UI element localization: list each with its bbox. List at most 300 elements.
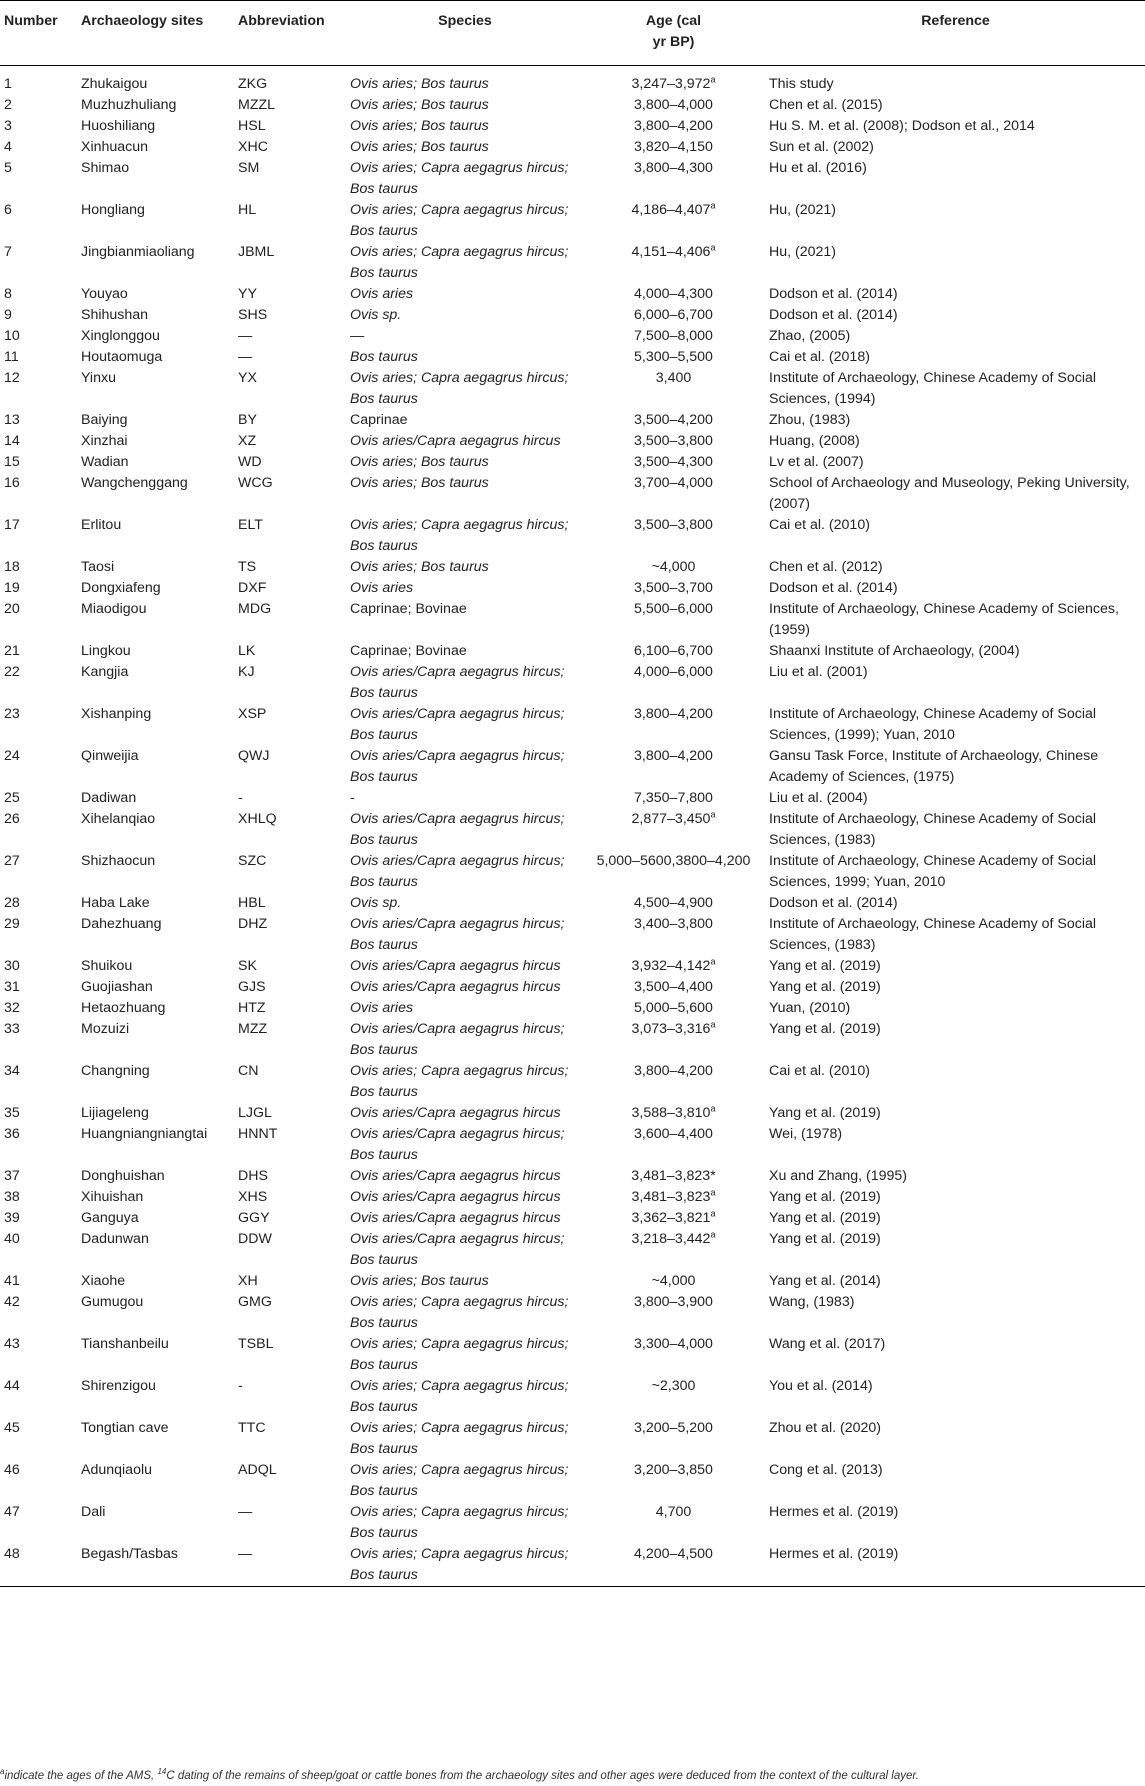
cell-age [581,1124,766,1166]
age-superscript: a [710,242,716,253]
cell-abbreviation: - [238,1378,243,1394]
cell-species-text: Ovis aries/Capra aegagrus hircus; Bos taurus [350,916,565,953]
cell-number: 32 [4,1000,20,1016]
cell-species [349,977,581,998]
cell-number: 4 [4,139,12,155]
cell-age [581,1292,766,1334]
cell-age [581,1208,766,1229]
age-value: 3,500–3,800 [634,433,713,449]
cell-species [349,893,581,914]
cell-reference: Yang et al. (2019) [769,979,881,995]
age-superscript: a [710,1208,716,1219]
cell-abbreviation: GJS [238,979,266,995]
cell-age [581,1334,766,1376]
cell-species [349,1166,581,1187]
cell-number: 15 [4,454,20,470]
cell-abbreviation: BY [238,412,257,428]
table-row [0,704,1145,746]
cell-abbreviation: XSP [238,706,267,722]
cell-number: 31 [4,979,20,995]
cell-site: Huangniangniangtai [81,1126,208,1142]
cell-number: 29 [4,916,20,932]
footnote-sup-14: 14 [157,1767,167,1777]
cell-species: Caprinae [350,412,408,428]
table-row [0,956,1145,977]
cell-site: Ganguya [81,1210,139,1226]
cell-number: 30 [4,958,20,974]
cell-species-text: Ovis aries; Capra aegagrus hircus; Bos taurus [350,1336,569,1373]
age-value: 3,300–4,000 [634,1336,713,1352]
table-row [0,116,1145,137]
cell-reference: Cai et al. (2010) [769,1063,870,1079]
cell-number: 24 [4,748,20,764]
cell-reference: Institute of Archaeology, Chinese Academy of Social Sciences, (1999); Yuan, 2010 [769,706,1097,743]
cell-site: Mozuizi [81,1021,130,1037]
cell-abbreviation: ZKG [238,76,268,92]
cell-species [349,746,581,788]
age-value: 7,500–8,000 [634,328,713,344]
age-value: 3,800–4,200 [634,1063,713,1079]
cell-reference: This study [769,76,834,92]
cell-abbreviation: LJGL [238,1105,272,1121]
table-row [0,641,1145,662]
cell-number: 27 [4,853,20,869]
cell-reference: Institute of Archaeology, Chinese Academy of Social Sciences, 1999; Yuan, 2010 [769,853,1097,890]
cell-number: 3 [4,118,12,134]
table-row [0,809,1145,851]
cell-site: Hetaozhuang [81,1000,166,1016]
cell-species-text: Ovis aries; Capra aegagrus hircus; Bos taurus [350,370,569,407]
cell-species [349,998,581,1019]
table-row [0,305,1145,326]
cell-abbreviation: XHS [238,1189,268,1205]
cell-species [349,809,581,851]
age-value: 3,800–3,900 [634,1294,713,1310]
cell-site: Xihelanqiao [81,811,156,827]
cell-reference: School of Archaeology and Museology, Peking University, (2007) [769,475,1130,512]
cell-number: 35 [4,1105,20,1121]
cell-abbreviation: TTC [238,1420,266,1436]
cell-abbreviation: SHS [238,307,268,323]
cell-reference: Lv et al. (2007) [769,454,864,470]
cell-number: 25 [4,790,20,806]
cell-species [349,704,581,746]
cell-species-text: Ovis aries; Capra aegagrus hircus; Bos taurus [350,1378,569,1415]
cell-abbreviation: YX [238,370,257,386]
cell-site: Erlitou [81,517,122,533]
table-row [0,515,1145,557]
cell-abbreviation: ADQL [238,1462,277,1478]
cell-abbreviation: — [234,1544,349,1587]
cell-reference: Dodson et al. (2014) [769,286,898,302]
cell-number: 1 [4,76,12,92]
cell-abbreviation: DXF [238,580,267,596]
cell-species [349,137,581,158]
age-value: 3,820–4,150 [634,139,713,155]
cell-abbreviation: MZZ [238,1021,268,1037]
cell-species [349,368,581,410]
cell-age [581,1502,766,1544]
cell-age [581,158,766,200]
cell-reference: Yang et al. (2014) [769,1273,881,1289]
cell-site: Shirenzigou [81,1378,156,1394]
age-value: ~4,000 [651,1273,696,1289]
cell-species-text: Ovis aries/Capra aegagrus hircus [350,1105,561,1121]
age-value: 7,350–7,800 [634,790,713,806]
cell-age [581,1271,766,1292]
table-row [0,977,1145,998]
table-row [0,1334,1145,1376]
cell-age [581,66,766,96]
cell-species-text: Ovis aries/Capra aegagrus hircus; Bos taurus [350,664,565,701]
table-row [0,473,1145,515]
table-row [0,599,1145,641]
cell-reference: Hu S. M. et al. (2008); Dodson et al., 2014 [769,118,1035,134]
header-reference: Reference [766,1,1145,66]
cell-number: 26 [4,811,20,827]
table-row [0,1187,1145,1208]
age-value: ~2,300 [651,1378,696,1394]
cell-site: Haba Lake [81,895,150,911]
cell-reference: Institute of Archaeology, Chinese Academy of Social Sciences, (1983) [769,811,1097,848]
cell-site: Kangjia [81,664,129,680]
cell-site: Jingbianmiaoliang [81,244,195,260]
table-row [0,137,1145,158]
cell-species [349,200,581,242]
table-row [0,662,1145,704]
cell-site: Baiying [81,412,128,428]
cell-species-text: Ovis aries; Capra aegagrus hircus; Bos taurus [350,202,569,239]
cell-site: Dongxiafeng [81,580,161,596]
cell-species-text: Ovis aries/Capra aegagrus hircus; Bos taurus [350,811,565,848]
age-value: 2,877–3,450 [631,811,711,827]
cell-age [581,914,766,956]
cell-abbreviation: YY [238,286,257,302]
header-number: Number [0,1,77,66]
cell-reference: Dodson et al. (2014) [769,307,898,323]
cell-species-text: Ovis aries/Capra aegagrus hircus [350,958,561,974]
cell-age [581,137,766,158]
cell-abbreviation: — [238,349,253,365]
age-value: 3,500–4,200 [634,412,713,428]
age-value: 3,362–3,821 [631,1210,711,1226]
cell-abbreviation: LK [238,643,256,659]
table-row [0,578,1145,599]
age-superscript: a [710,1229,716,1240]
cell-site: Begash/Tasbas [77,1544,234,1587]
cell-species-text: Ovis aries/Capra aegagrus hircus [350,433,561,449]
cell-abbreviation: JBML [238,244,275,260]
cell-age [581,956,766,977]
cell-species [349,473,581,515]
cell-species-text: Ovis aries/Capra aegagrus hircus [350,1189,561,1205]
cell-age [581,1376,766,1418]
cell-age [581,305,766,326]
table-row [0,431,1145,452]
table-row [0,66,1145,96]
cell-reference: Yang et al. (2019) [769,1210,881,1226]
cell-site: Donghuishan [81,1168,165,1184]
cell-reference: Chen et al. (2012) [769,559,883,575]
cell-species-text: Ovis aries/Capra aegagrus hircus [350,1168,561,1184]
age-value: 3,200–3,850 [634,1462,713,1478]
cell-site: Shihushan [81,307,149,323]
cell-species [349,1061,581,1103]
cell-age [581,662,766,704]
cell-age [581,473,766,515]
age-value: 5,500–6,000 [634,601,713,617]
cell-reference: Zhou et al. (2020) [769,1420,881,1436]
cell-age [581,410,766,431]
cell-abbreviation: XHLQ [238,811,277,827]
age-superscript: a [710,74,716,85]
cell-age [581,1103,766,1124]
age-value: 3,800–4,200 [634,706,713,722]
cell-abbreviation: SK [238,958,257,974]
header-species: Species [349,1,581,66]
cell-age [581,998,766,1019]
cell-age [581,578,766,599]
cell-age [581,431,766,452]
cell-species [349,158,581,200]
cell-species [349,452,581,473]
cell-species [349,305,581,326]
cell-reference: Hu et al. (2016) [769,160,867,176]
age-value: 4,000–6,000 [634,664,713,680]
cell-abbreviation: ELT [238,517,263,533]
cell-number: 13 [4,412,20,428]
cell-species-text: Ovis aries/Capra aegagrus hircus; Bos taurus [350,853,565,890]
cell-reference: Yuan, (2010) [769,1000,851,1016]
cell-age [581,368,766,410]
cell-species: - [350,790,355,806]
age-value: 3,500–4,300 [634,454,713,470]
cell-age [581,116,766,137]
age-value: 4,186–4,407 [631,202,711,218]
age-value: 3,800–4,200 [634,748,713,764]
cell-species [349,914,581,956]
cell-number: 6 [4,202,12,218]
age-value: 3,932–4,142 [631,958,711,974]
cell-abbreviation: HTZ [238,1000,266,1016]
cell-age [581,326,766,347]
cell-abbreviation: XZ [238,433,257,449]
header-row [0,1,1145,66]
cell-site: Huoshiliang [81,118,156,134]
cell-site: Gumugou [81,1294,144,1310]
cell-reference: Hu, (2021) [769,244,837,260]
cell-abbreviation: XH [238,1273,258,1289]
table-row [0,1418,1145,1460]
cell-abbreviation: — [238,328,253,344]
table-row [0,914,1145,956]
table-row [0,452,1145,473]
cell-species [349,1124,581,1166]
cell-site: Shimao [81,160,130,176]
cell-number: 34 [4,1063,20,1079]
age-value: 3,400 [655,370,692,386]
cell-number: 36 [4,1126,20,1142]
cell-age [581,1061,766,1103]
cell-reference: Institute of Archaeology, Chinese Academy of Social Sciences, (1983) [769,916,1097,953]
cell-species [349,284,581,305]
cell-reference: Zhou, (1983) [769,412,851,428]
table-row [0,1460,1145,1502]
table-header [0,1,1145,66]
table-row [0,242,1145,284]
cell-species [349,347,581,368]
cell-number: 8 [4,286,12,302]
cell-species-text: Ovis aries; Capra aegagrus hircus; Bos taurus [350,1063,569,1100]
cell-site: Xinzhai [81,433,128,449]
cell-abbreviation: WD [238,454,262,470]
table-row [0,851,1145,893]
cell-number: 10 [4,328,20,344]
cell-number: 5 [4,160,12,176]
cell-number: 47 [4,1504,20,1520]
cell-abbreviation: WCG [238,475,273,491]
age-superscript: a [710,1019,716,1030]
cell-species-text: Ovis aries/Capra aegagrus hircus; Bos taurus [350,748,565,785]
age-superscript: a [710,200,716,211]
cell-species [349,1376,581,1418]
table-row [0,284,1145,305]
cell-age [581,704,766,746]
cell-age [581,641,766,662]
cell-number: 19 [4,580,20,596]
footnote-text-1: indicate the ages of the AMS, [4,1770,158,1782]
cell-species-text: Ovis aries/Capra aegagrus hircus [350,979,561,995]
cell-reference: Chen et al. (2015) [769,97,883,113]
cell-species-text: Ovis aries; Bos taurus [350,559,489,575]
cell-number: 16 [4,475,20,491]
table-row [0,1061,1145,1103]
cell-species-text: Ovis aries [350,580,414,596]
cell-abbreviation: - [238,790,243,806]
cell-reference: Gansu Task Force, Institute of Archaeology, Chinese Academy of Sciences, (1975) [769,748,1099,785]
cell-site: Zhukaigou [81,76,148,92]
cell-reference: Shaanxi Institute of Archaeology, (2004) [769,643,1020,659]
age-superscript: a [710,809,716,820]
cell-abbreviation: TSBL [238,1336,274,1352]
cell-abbreviation: GMG [238,1294,272,1310]
cell-age [581,809,766,851]
cell-number: 33 [4,1021,20,1037]
cell-species-text: Bos taurus [350,349,418,365]
table-row [0,1544,1145,1587]
age-value: 3,400–3,800 [634,916,713,932]
cell-reference: Cai et al. (2018) [769,349,870,365]
cell-site: Adunqiaolu [81,1462,152,1478]
cell-age [581,746,766,788]
cell-site: Guojiashan [81,979,153,995]
cell-age [581,515,766,557]
cell-species-text: Ovis aries; Capra aegagrus hircus; Bos taurus [350,244,569,281]
cell-reference: Dodson et al. (2014) [769,895,898,911]
cell-abbreviation: XHC [238,139,268,155]
cell-site: Dali [81,1504,106,1520]
table-row [0,368,1145,410]
cell-age [581,1418,766,1460]
cell-species-text: Ovis aries; Bos taurus [350,118,489,134]
cell-species [349,1103,581,1124]
cell-number: 39 [4,1210,20,1226]
cell-site: Qinweijia [81,748,139,764]
cell-number: 20 [4,601,20,617]
cell-site: Miaodigou [81,601,147,617]
cell-reference: Cai et al. (2010) [769,517,870,533]
cell-age [581,347,766,368]
cell-site: Shizhaocun [81,853,156,869]
cell-reference: Wei, (1978) [769,1126,843,1142]
cell-abbreviation: QWJ [238,748,270,764]
cell-number: 45 [4,1420,20,1436]
age-value: 3,500–3,800 [634,517,713,533]
cell-reference: Yang et al. (2019) [769,958,881,974]
cell-reference: Zhao, (2005) [769,328,851,344]
age-value: 4,200–4,500 [634,1546,713,1562]
cell-species-text: Ovis aries [350,286,414,302]
age-value: 5,300–5,500 [634,349,713,365]
cell-site: Houtaomuga [81,349,163,365]
cell-age [581,1544,766,1587]
cell-abbreviation: DDW [238,1231,272,1247]
cell-number: 22 [4,664,20,680]
cell-number: 21 [4,643,20,659]
cell-site: Lingkou [81,643,131,659]
cell-number: 18 [4,559,20,575]
table-body [0,66,1145,1587]
cell-species-text: Ovis sp. [350,307,402,323]
age-superscript: a [710,956,716,967]
cell-age [581,977,766,998]
table-row [0,410,1145,431]
age-value: 5,000–5600,3800–4,200 [596,853,751,869]
cell-reference: Dodson et al. (2014) [769,580,898,596]
cell-species-text: Ovis aries/Capra aegagrus hircus; Bos taurus [350,706,565,743]
cell-abbreviation: HBL [238,895,266,911]
cell-number: 44 [4,1378,20,1394]
cell-species-text: Ovis aries/Capra aegagrus hircus; Bos taurus [350,1021,565,1058]
age-superscript: a [710,1103,716,1114]
cell-age [581,893,766,914]
cell-site: Muzhuzhuliang [81,97,177,113]
cell-site: Shuikou [81,958,133,974]
cell-site: Xishanping [81,706,152,722]
cell-species-text: Ovis aries; Capra aegagrus hircus; Bos taurus [350,1504,569,1541]
cell-species [349,956,581,977]
table-row [0,893,1145,914]
table-row [0,1103,1145,1124]
age-value: 3,481–3,823 [631,1189,711,1205]
table-row [0,200,1145,242]
age-value: 3,800–4,000 [634,97,713,113]
cell-number: 37 [4,1168,20,1184]
table-row [0,1124,1145,1166]
cell-site: Lijiageleng [81,1105,149,1121]
table-row [0,557,1145,578]
cell-species-text: Ovis sp. [350,895,402,911]
cell-abbreviation: SZC [238,853,267,869]
cell-reference: Huang, (2008) [769,433,860,449]
cell-species-text: Ovis aries/Capra aegagrus hircus; Bos taurus [350,1126,565,1163]
cell-species [349,1334,581,1376]
cell-species-text: Ovis aries; Bos taurus [350,454,489,470]
cell-number: 48 [0,1544,77,1587]
age-value: 3,700–4,000 [634,475,713,491]
age-value: 3,800–4,200 [634,118,713,134]
cell-number: 38 [4,1189,20,1205]
